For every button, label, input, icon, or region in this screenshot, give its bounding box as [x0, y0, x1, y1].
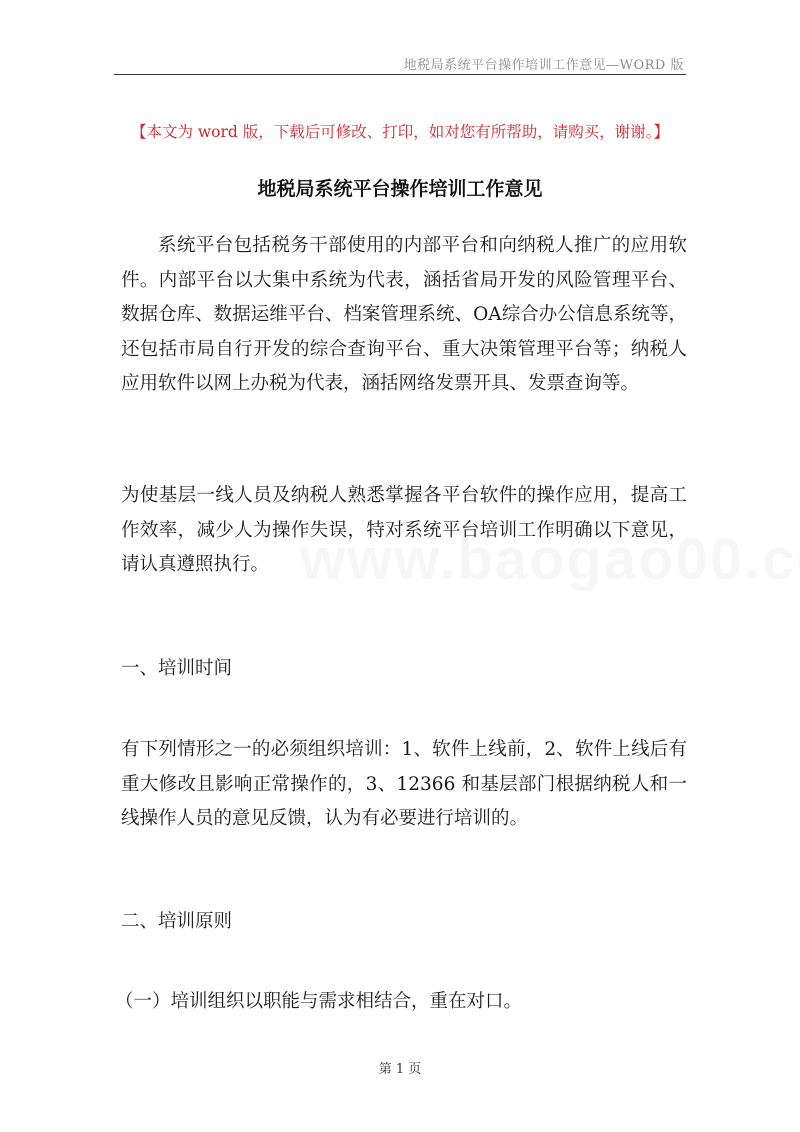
section-heading-training-principles: 二、培训原则: [121, 911, 233, 932]
purchase-notice: 【本文为 word 版，下载后可修改、打印，如对您有所帮助，请购买，谢谢。】: [130, 123, 670, 141]
running-header: 地税局系统平台操作培训工作意见—WORD 版: [403, 58, 684, 73]
page-number: 第 1 页: [378, 1062, 422, 1077]
section-heading-training-time: 一、培训时间: [121, 658, 233, 679]
intro-paragraph: 系统平台包括税务干部使用的内部平台和向纳税人推广的应用软件。内部平台以大集中系统为代表，涵括省局开发的风险管理平台、数据仓库、数据运维平台、档案管理系统、OA综合办公信息系统等，还包括市局自行开发的综合查询平台、重大决策管理平台等；纳税人应用软件以网上办税为代表，涵括网络发票开具、发票查询等。: [121, 235, 687, 394]
watermark: [300, 526, 800, 593]
principle-item-1: （一）培训组织以职能与需求相结合，重在对口。: [115, 991, 523, 1012]
purpose-paragraph: 为使基层一线人员及纳税人熟悉掌握各平台软件的操作应用，提高工作效率，减少人为操作失误，特对系统平台培训工作明确以下意见，请认真遵照执行。: [121, 485, 687, 575]
training-time-paragraph: 有下列情形之一的必须组织培训：1、软件上线前，2、软件上线后有重大修改且影响正常操作的，3、12366 和基层部门根据纳税人和一线操作人员的意见反馈，认为有必要进行培训的。: [121, 739, 687, 829]
header-divider: [114, 74, 686, 75]
document-title: 地税局系统平台操作培训工作意见: [257, 178, 543, 200]
